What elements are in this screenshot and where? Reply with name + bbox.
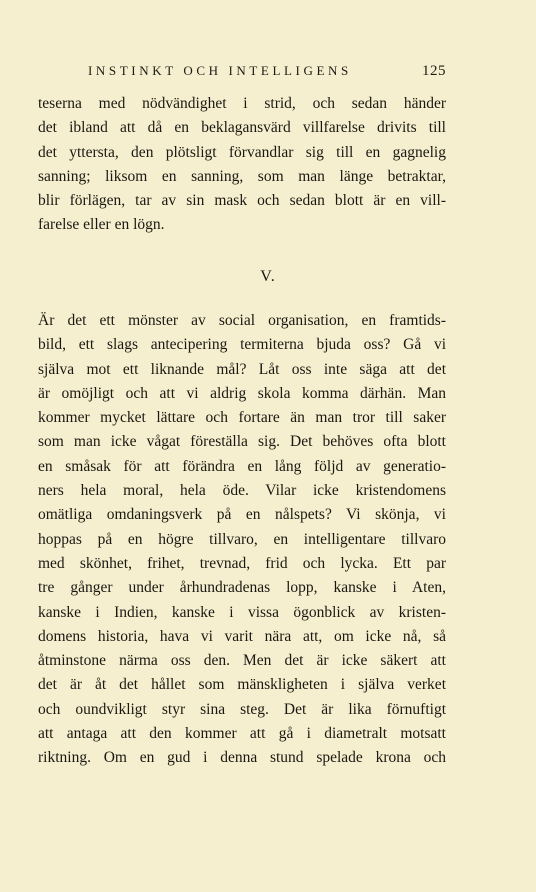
text-line: Är det ett mönster av social organisation, en framtids- (38, 312, 446, 329)
text-line: hoppas på en högre tillvaro, en intelligentare tillvaro (38, 530, 446, 548)
text-line: åtminstone närma oss den. Men det är icke säkert att (38, 652, 446, 670)
text-line: teserna med nödvändighet i strid, och sedan händer (38, 95, 446, 112)
text-line: riktning. Om en gud i denna stund spelade krona och (38, 749, 446, 767)
page-number: 125 (422, 63, 446, 79)
text-line: det yttersta, den plötsligt förvandlar sig till en gagnelig (38, 143, 446, 161)
text-line: en småsak för att förändra en lång följd av generatio- (38, 457, 446, 475)
text-line: det är åt det hållet som mänskligheten i själva verket (38, 676, 446, 694)
text-line: kommer mycket lättare och fortare än man tror till saker (38, 409, 446, 427)
text-line: blir förlägen, tar av sin mask och sedan blott är en vill- (38, 192, 446, 210)
text-line: själva mot ett liknande mål? Låt oss inte säga att det (38, 360, 446, 378)
text-line: kanske i Indien, kanske i vissa ögonblick av kristen- (38, 603, 446, 621)
paragraph-2 (38, 309, 446, 771)
running-title: INSTINKT OCH INTELLIGENS (88, 63, 352, 78)
text-line: omätliga omdaningsverk på en nålspets? Vi skönja, vi (38, 506, 446, 524)
text-line: och oundvikligt styr sina steg. Det är lika förnuftigt (38, 700, 446, 718)
text-line: att antaga att den kommer att gå i diametralt motsatt (38, 725, 446, 743)
text-line: ners hela moral, hela öde. Vilar icke kristendomens (38, 482, 446, 500)
text-line: sanning; liksom en sanning, som man länge betraktar, (38, 167, 446, 185)
text-line: bild, ett slags antecipering termiterna bjuda oss? Gå vi (38, 336, 446, 354)
running-head (38, 62, 446, 84)
text-line: som man icke vågat föreställa sig. Det behöves ofta blott (38, 433, 446, 451)
text-line: är omöjligt och att vi aldrig skola komma därhän. Man (38, 384, 446, 402)
text-line: med skönhet, frihet, trevnad, frid och lycka. Ett par (38, 554, 446, 572)
text-line: tre gånger under århundradenas lopp, kanske i Aten, (38, 579, 446, 597)
text-line: farelse eller en lögn. (38, 216, 165, 234)
text-line: det ibland att då en beklagansvärd villfarelse drivits till (38, 119, 446, 137)
text-line: domens historia, hava vi varit nära att, om icke nå, så (38, 627, 446, 645)
section-numeral: V. (260, 268, 276, 285)
paragraph-1 (38, 92, 446, 238)
